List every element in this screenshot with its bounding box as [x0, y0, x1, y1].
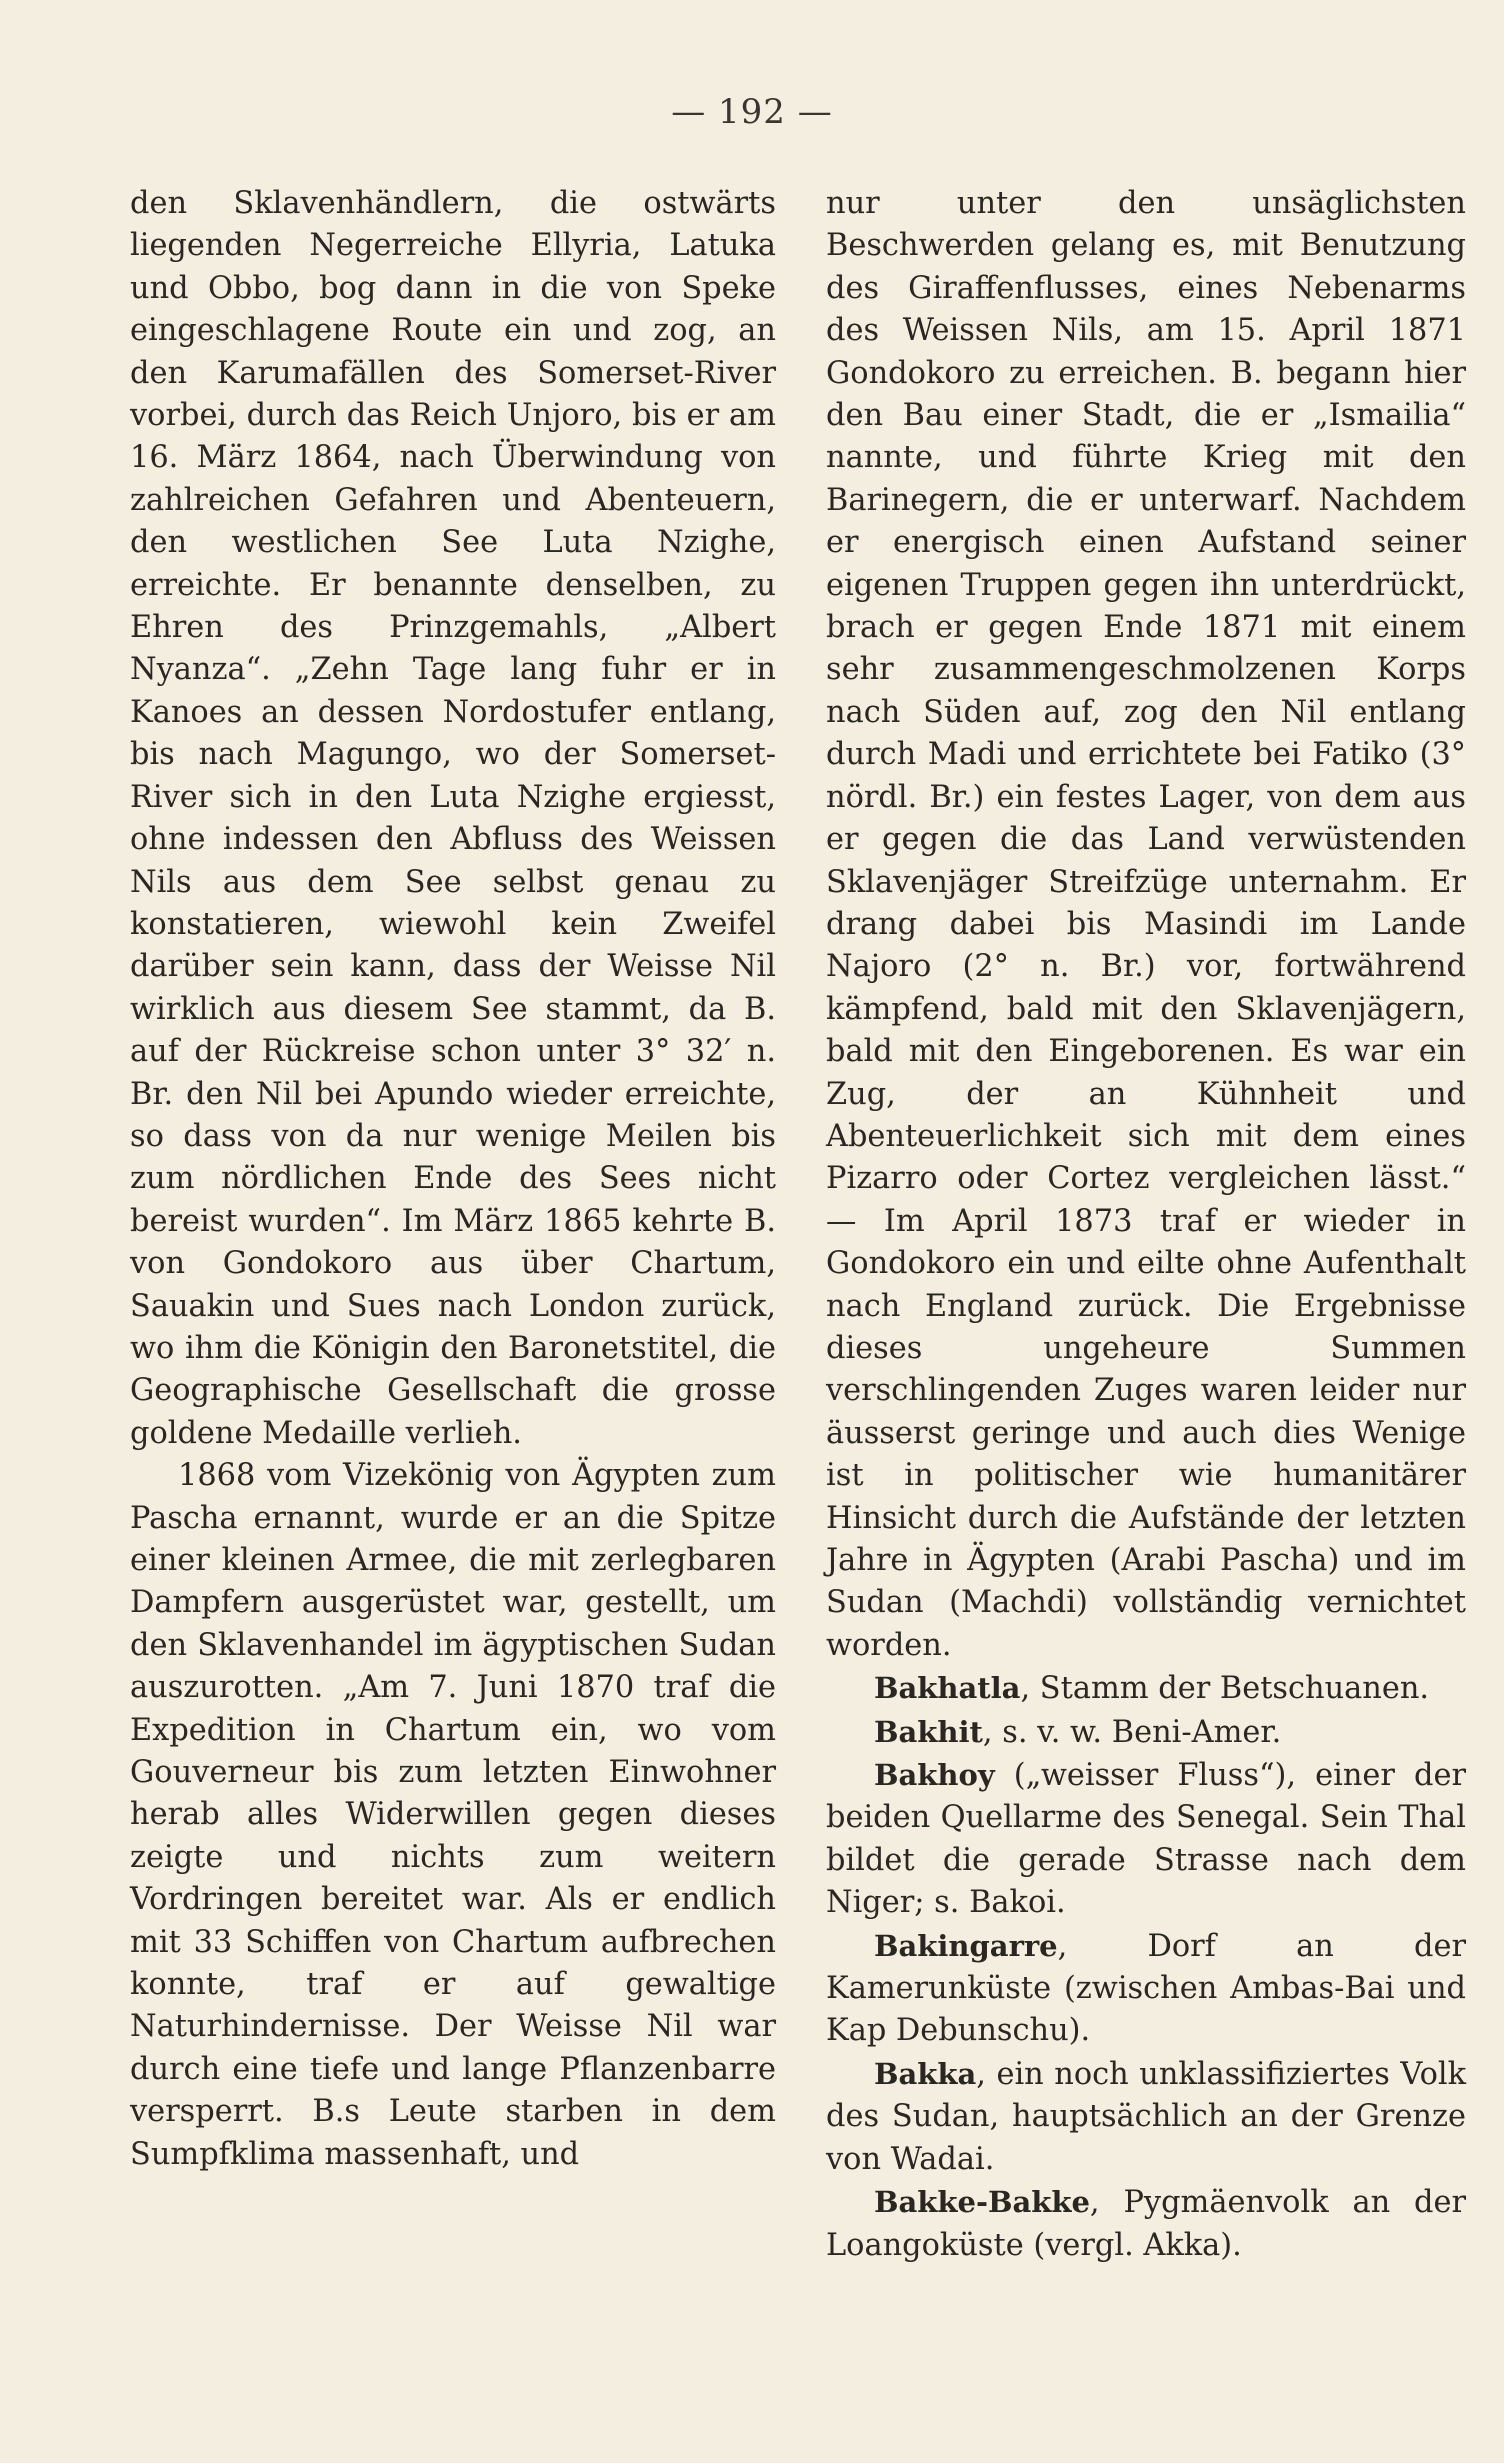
entry-text: , Stamm der Betschuanen.	[1020, 1671, 1430, 1707]
page-number: — 192 —	[671, 92, 833, 132]
entry-headword: Bakhatla	[874, 1671, 1021, 1706]
entry-text: , Pygmäenvolk an der Loangoküste (vergl. Akka).	[826, 2185, 1466, 2263]
entry-headword: Bakka	[874, 2056, 977, 2091]
entry-headword: Bakke-Bakke	[874, 2185, 1090, 2220]
entry-text: („weisser Fluss“), einer der beiden Quellarme des Senegal. Sein Thal bildet die gerade Strasse nach dem Niger; s. Bakoi.	[826, 1758, 1466, 1921]
entry-headword: Bakhit	[874, 1714, 983, 1749]
paragraph: den Sklavenhändlern, die ostwärts liegenden Negerreiche Ellyria, Latuka und Obbo, bog dann in die von Speke eingeschlagene Route ein und zog, an den Karumafällen des Somerset-River vorbei, durch das Reich Unjoro, bis er am 16. März 1864, nach Überwindung von zahlreichen Gefahren und Abenteuern, den westlichen See Luta Nzighe, erreichte. Er benannte denselben, zu Ehren des Prinzgemahls, „Albert Nyanza“. „Zehn Tage lang fuhr er in Kanoes an dessen Nordostufer entlang, bis nach Magungo, wo der Somerset-River sich in den Luta Nzighe ergiesst, ohne indessen den Abfluss des Weissen Nils aus dem See selbst genau zu konstatieren, wiewohl kein Zweifel darüber sein kann, dass der Weisse Nil wirklich aus diesem See stammt, da B. auf der Rückreise schon unter 3° 32′ n. Br. den Nil bei Apundo wieder erreichte, so dass von da nur wenige Meilen bis zum nördlichen Ende des Sees nicht bereist wurden“. Im März 1865 kehrte B. von Gondokoro aus über Chartum, Sauakin und Sues nach London zurück, wo ihm die Königin den Baronetstitel, die Geographische Gesellschaft die grosse goldene Medaille verlieh.	[130, 186, 776, 1451]
dictionary-entry-bakke-bakke	[826, 2181, 1466, 2267]
left-column	[130, 183, 776, 2176]
paragraph: 1868 vom Vizekönig von Ägypten zum Pascha ernannt, wurde er an die Spitze einer kleinen Armee, die mit zerlegbaren Dampfern ausgerüstet war, gestellt, um den Sklavenhandel im ägyptischen Sudan auszurotten. „Am 7. Juni 1870 traf die Expedition in Chartum ein, wo vom Gouverneur bis zum letzten Einwohner herab alles Widerwillen gegen dieses zeigte und nichts zum weitern Vordringen bereitet war. Als er endlich mit 33 Schiffen von Chartum aufbrechen konnte, traf er auf gewaltige Naturhindernisse. Der Weisse Nil war durch eine tiefe und lange Pflanzenbarre versperrt. B.s Leute starben in dem Sumpfklima massenhaft, und	[130, 1458, 776, 2172]
entry-text: , s. v. w. Beni-Amer.	[982, 1714, 1282, 1750]
entry-text: , ein noch unklassifiziertes Volk des Sudan, hauptsächlich an der Grenze von Wadai.	[826, 2056, 1466, 2177]
dictionary-entry-bakhoy	[826, 1754, 1466, 1925]
entry-headword: Bakhoy	[874, 1758, 995, 1793]
dictionary-entry-bakhatla	[826, 1667, 1466, 1710]
right-column	[826, 183, 1466, 2267]
dictionary-entry-bakhit	[826, 1711, 1466, 1754]
paragraph: nur unter den unsäglichsten Beschwerden gelang es, mit Benutzung des Giraffenflusses, eines Nebenarms des Weissen Nils, am 15. April 1871 Gondokoro zu erreichen. B. begann hier den Bau einer Stadt, die er „Ismailia“ nannte, und führte Krieg mit den Barinegern, die er unterwarf. Nachdem er energisch einen Aufstand seiner eigenen Truppen gegen ihn unterdrückt, brach er gegen Ende 1871 mit einem sehr zusammengeschmolzenen Korps nach Süden auf, zog den Nil entlang durch Madi und errichtete bei Fatiko (3° nördl. Br.) ein festes Lager, von dem aus er gegen die das Land verwüstenden Sklavenjäger Streifzüge unternahm. Er drang dabei bis Masindi im Lande Najoro (2° n. Br.) vor, fortwährend kämpfend, bald mit den Sklavenjägern, bald mit den Eingeborenen. Es war ein Zug, der an Kühnheit und Abenteuerlichkeit sich mit dem eines Pizarro oder Cortez vergleichen lässt.“ — Im April 1873 traf er wieder in Gondokoro ein und eilte ohne Aufenthalt nach England zurück. Die Ergebnisse dieses ungeheure Summen verschlingenden Zuges waren leider nur äusserst geringe und auch dies Wenige ist in politischer wie humanitärer Hinsicht durch die Aufstände der letzten Jahre in Ägypten (Arabi Pascha) und im Sudan (Machdi) vollständig vernichtet worden.	[826, 186, 1466, 1663]
entry-headword: Bakingarre	[874, 1928, 1058, 1963]
dictionary-entry-bakingarre	[826, 1925, 1466, 2053]
dictionary-entry-bakka	[826, 2053, 1466, 2181]
entry-text: , Dorf an der Kamerunküste (zwischen Ambas-Bai und Kap Debunschu).	[826, 1928, 1466, 2049]
